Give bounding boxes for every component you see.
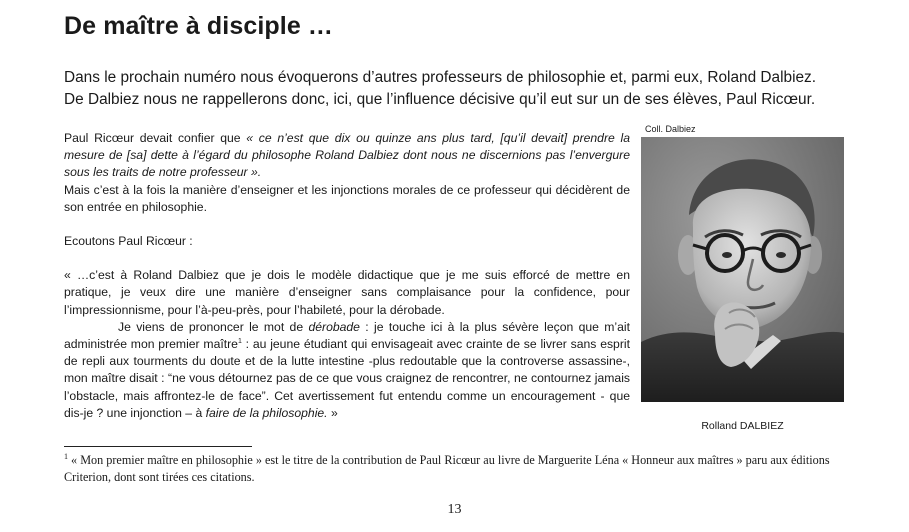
portrait-photo bbox=[641, 137, 844, 402]
quote-paragraph: « …c’est à Roland Dalbiez que je dois le modèle didactique que je me suis efforcé de mettre en pratique, je veux dire une manière d’enseigner sans complaisance pour la confidence, pour l’impressionnisme, pour l’à-peu-près, pour l’habileté, pour la dérobade. bbox=[64, 268, 630, 317]
body-paragraph: Mais c’est à la fois la manière d’enseigner et les injonctions morales de ce professeur qui décidèrent de son entrée en philosophie. bbox=[64, 182, 630, 214]
body-paragraph bbox=[64, 130, 630, 182]
footnote-body: « Mon premier maître en philosophie » est le titre de la contribution de Paul Ricœur au livre de Marguerite Léna « Honneur aux maîtres » paru aux éditions Criterion, dont sont tirées ces citations. bbox=[64, 453, 830, 484]
body-text: : au jeune étudiant qui envisageait avec crainte de se livrer sans esprit de repli aux tourments du doute et de la lutte intestine -plus redoutable que la controverse assassine-, mon maître disait : “ne vous détournez pas de ce que vous craignez de rencontrer, ne contournez jamais l’obstacle, mais affrontez-le de face”. Cet avertissement fut entendu comme un encouragement - que dis-je ? une injonction – à bbox=[64, 337, 630, 420]
intro-line: De Dalbiez nous ne rappellerons donc, ici, que l’influence décisive qu’il eut sur un de ses élèves, Paul Ricœur. bbox=[64, 91, 816, 108]
quote-paragraph bbox=[64, 319, 630, 422]
body-paragraph: Ecoutons Paul Ricœur : bbox=[64, 234, 193, 249]
footnote-text bbox=[64, 452, 854, 485]
intro-paragraph bbox=[64, 67, 854, 111]
body-text: Je viens de prononcer le mot de bbox=[118, 319, 309, 334]
body-text: : je touche ici à la plus sévère leçon que m’ait administrée mon premier maître bbox=[64, 319, 631, 352]
photo-caption: Rolland DALBIEZ bbox=[701, 420, 784, 432]
photo-credit: Coll. Dalbiez bbox=[645, 124, 696, 134]
footnote-ref: 1 bbox=[237, 337, 242, 345]
body-text: » bbox=[327, 405, 338, 420]
page-title: De maître à disciple … bbox=[64, 12, 333, 40]
quote-text: « ce n’est que dix ou quinze ans plus tard, [qu’il devait] prendre la mesure de [sa] dette à l’égard du philosophe Roland Dalbiez dont nous ne discernions pas l’envergure sous les traits de notre professeur ». bbox=[64, 131, 630, 180]
footnote-divider bbox=[64, 446, 252, 447]
body-text: Paul Ricœur devait confier que bbox=[64, 131, 247, 145]
footnote bbox=[64, 452, 854, 485]
footnote-marker: 1 bbox=[64, 451, 68, 461]
emphasis-text: faire de la philosophie. bbox=[205, 405, 328, 420]
article-body bbox=[64, 130, 630, 422]
intro-line: Dans le prochain numéro nous évoquerons d’autres professeurs de philosophie et, parmi eux, Roland Dalbiez. bbox=[64, 69, 817, 86]
emphasis-text: dérobade bbox=[308, 319, 360, 334]
page-number: 13 bbox=[447, 502, 462, 517]
portrait-illustration bbox=[641, 137, 844, 402]
